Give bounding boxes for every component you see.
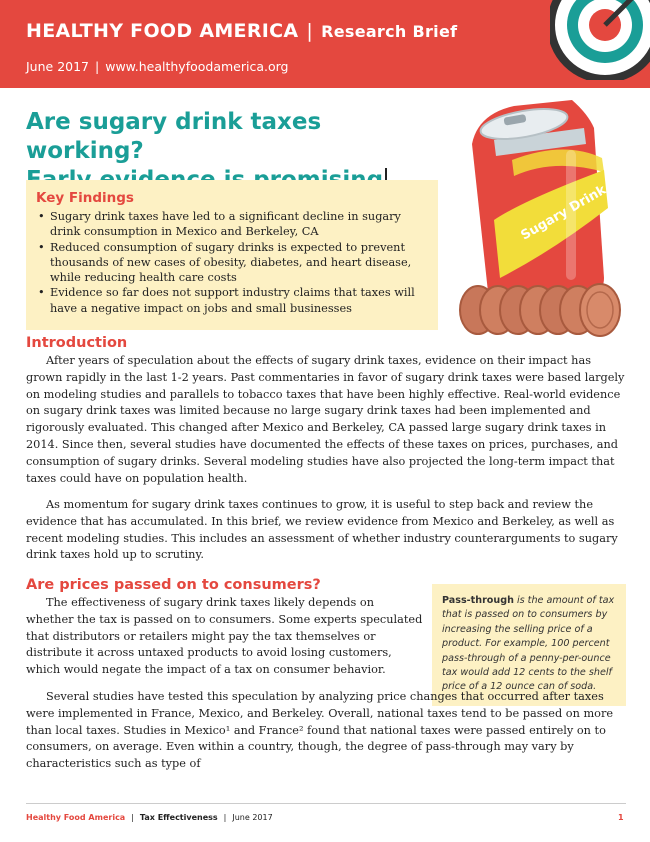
soda-can-icon xyxy=(472,100,609,310)
sidebar-term: Pass-through xyxy=(442,595,514,606)
intro-paragraph-2: As momentum for sugary drink taxes continues to grow, it is useful to step back and review the evidence that has accumulated. In this brief, we review evidence from Mexico and Berkeley, as well as recent modeling studies. This includes an assessment of whether industry counterarguments to sugary drink taxes hold up to scrutiny. xyxy=(26,498,618,562)
prices-paragraph-1: The effectiveness of sugary drink taxes likely depends on whether the tax is passed on to consumers. Some experts speculated that distributors or retailers might pay the tax themselves or distribute it across untaxed products to avoid losing customers, which would negate the impact of a tax on consumer behavior. xyxy=(26,596,423,677)
title-line-1: Are sugary drink taxes working? xyxy=(26,109,322,164)
brand-name: HEALTHY FOOD AMERICA xyxy=(26,20,299,42)
key-findings-heading: Key Findings xyxy=(36,190,134,206)
footer-separator: | xyxy=(223,813,227,822)
header-separator: | xyxy=(95,59,100,74)
soda-can-pennies-illustration xyxy=(454,100,634,340)
key-finding-item: • Evidence so far does not support industry claims that taxes will have a negative impact on jobs and small businesses xyxy=(36,285,426,316)
key-findings-box xyxy=(26,180,438,330)
target-fork-logo-icon xyxy=(550,0,650,80)
pass-through-sidebar xyxy=(432,584,626,706)
intro-paragraph-1: After years of speculation about the effects of sugary drink taxes, evidence on their impact has grown rapidly in the last 1-2 years. Past commentaries in favor of sugary drink taxes were based largely on modeling studies and parallels to tobacco taxes that have been highly effective. Real-world evidence on sugary drink taxes was limited because no large sugary drink taxes had been implemented and rigorously evaluated. This changed after Mexico and Berkeley, CA passed large sugary drink taxes in 2014. Since then, several studies have documented the effects of these taxes on prices, purchases, and consumption of sugary drinks. Several modeling studies have also projected the long-term impact that taxes could have on population health. xyxy=(26,354,625,485)
key-finding-item: • Sugary drink taxes have led to a significant decline in sugary drink consumption in Mexico and Berkeley, CA xyxy=(36,209,426,240)
footer-date: June 2017 xyxy=(232,813,273,822)
brand-separator: | xyxy=(306,20,314,42)
prices-paragraph-2: Several studies have tested this speculation by analyzing price changes that occurred after taxes were implemented in France, Mexico, and Berkeley. Overall, national taxes tend to be passed on more than local taxes. Studies in Mexico¹ and France² found that national taxes were passed entirely on to consumers, on average. Even within a country, though, the degree of pass-through may vary by characteristics such as type of xyxy=(26,690,614,771)
footer xyxy=(26,813,273,822)
page-number: 1 xyxy=(618,813,624,822)
pennies-icon xyxy=(460,284,620,336)
website-link[interactable]: www.healthyfoodamerica.org xyxy=(105,59,289,74)
brand-line xyxy=(26,20,457,42)
date-website-line xyxy=(26,59,288,74)
footer-doc-title: Tax Effectiveness xyxy=(139,813,218,822)
sidebar-text: is the amount of tax that is passed on to consumers by increasing the selling price of a product. For example, 100 percent pass-through of a penny-per-ounce tax would add 12 cents to the shelf price of a 12 ounce can of soda. xyxy=(442,595,615,693)
footer-separator: | xyxy=(131,813,134,822)
footer-divider xyxy=(26,803,626,804)
header-date: June 2017 xyxy=(26,59,90,74)
can-label: Sugary Drink xyxy=(518,182,609,244)
key-findings-list xyxy=(36,209,426,316)
introduction-heading: Introduction xyxy=(26,335,128,351)
footer-brand: Healthy Food America xyxy=(26,813,126,822)
key-finding-item: • Reduced consumption of sugary drinks is expected to prevent thousands of new cases of obesity, diabetes, and heart disease, while reducing health care costs xyxy=(36,240,426,286)
brief-type: Research Brief xyxy=(321,22,458,41)
prices-heading: Are prices passed on to consumers? xyxy=(26,577,321,593)
